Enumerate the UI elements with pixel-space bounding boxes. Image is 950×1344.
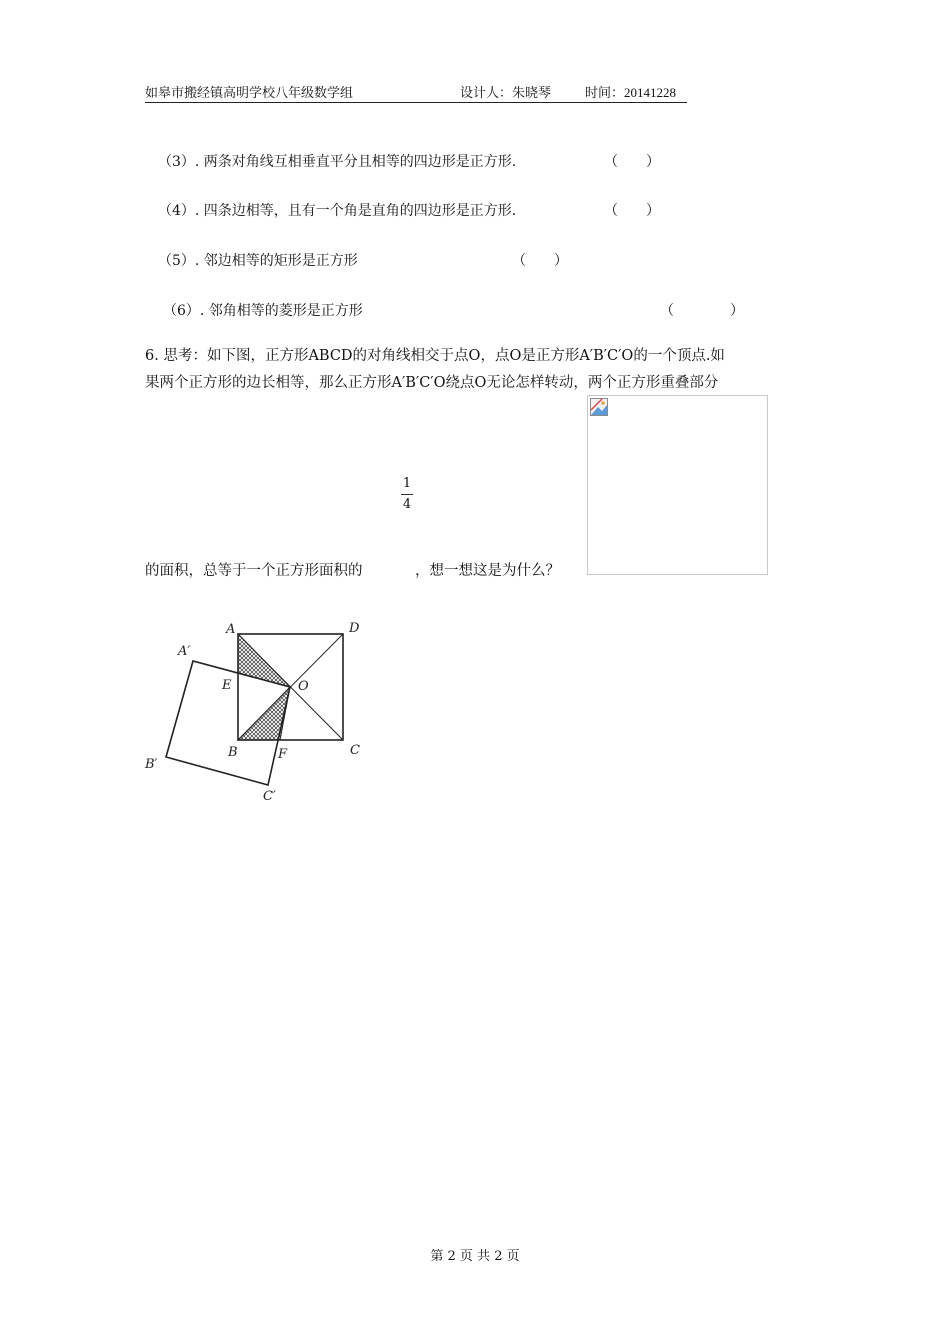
- header-school: 如皋市搬经镇高明学校八年级数学组: [145, 85, 354, 100]
- broken-image-icon: [590, 398, 608, 416]
- question-6-answer-blank: （ ）: [660, 303, 744, 319]
- image-placeholder: [587, 395, 768, 575]
- label-a-prime: A′: [178, 644, 191, 659]
- fraction-numerator: 1: [402, 476, 412, 491]
- question-5-answer-blank: （ ）: [512, 253, 568, 269]
- label-c-prime: C′: [263, 789, 276, 804]
- question-3-answer-blank: （ ）: [604, 154, 660, 170]
- label-c: C: [350, 743, 360, 758]
- label-e: E: [222, 678, 232, 693]
- question-4-answer-blank: （ ）: [604, 203, 660, 219]
- fraction-one-quarter: [398, 476, 416, 513]
- label-o: O: [298, 679, 309, 694]
- think-line-1: 6. 思考：如下图，正方形ABCD的对角线相交于点O，点O是正方形A′B′C′O的一个顶点.如: [145, 348, 725, 364]
- think-line-3b: ，想一想这是为什么？: [415, 563, 560, 579]
- page-header: [145, 84, 687, 103]
- fraction-bar: [401, 494, 413, 495]
- think-line-3a: 的面积，总等于一个正方形面积的: [145, 563, 363, 579]
- think-line-2: 果两个正方形的边长相等，那么正方形A′B′C′O绕点O无论怎样转动，两个正方形重叠部分: [145, 375, 719, 391]
- label-a: A: [226, 622, 236, 637]
- question-5: （5）. 邻边相等的矩形是正方形: [158, 253, 358, 269]
- question-3: （3）. 两条对角线互相垂直平分且相等的四边形是正方形.: [158, 154, 517, 170]
- label-d: D: [349, 621, 360, 636]
- page-footer: 第 2 页 共 2 页: [430, 1249, 520, 1264]
- header-time: 时间：20141228: [585, 85, 677, 100]
- label-b-prime: B′: [145, 757, 158, 772]
- question-6: （6）. 邻角相等的菱形是正方形: [163, 303, 363, 319]
- header-designer: 设计人：朱晓琴: [460, 85, 552, 100]
- geometry-figure: [140, 615, 380, 810]
- question-4: （4）. 四条边相等，且有一个角是直角的四边形是正方形.: [158, 203, 517, 219]
- label-f: F: [278, 747, 288, 762]
- label-b: B: [228, 745, 238, 760]
- fraction-denominator: 4: [402, 497, 412, 512]
